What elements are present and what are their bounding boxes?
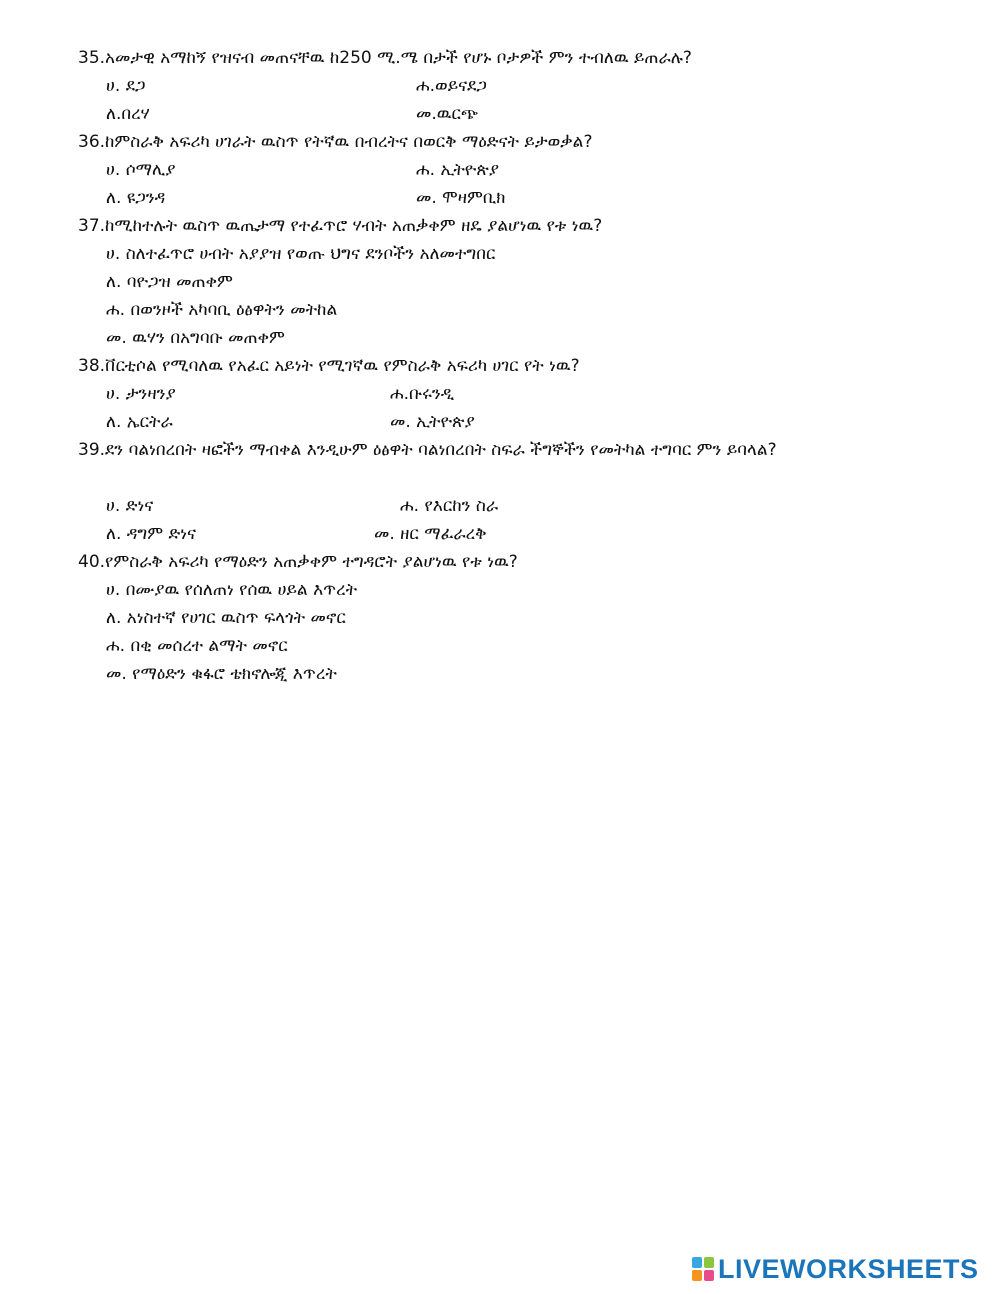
question-35: 35.አመታዊ አማከኝ የዝናብ መጠናቸዉ ከ250 ሚ.ሜ በታች የሆኑ ቦታዎች ምን ተብለዉ ይጠራሉ? <box>78 48 692 68</box>
option-35-a[interactable]: ሀ. ደጋ <box>106 76 146 96</box>
option-35-c[interactable]: ሐ.ወይናደጋ <box>416 76 487 96</box>
option-39-b[interactable]: ለ. ዳግም ድነና <box>106 524 197 544</box>
option-40-d[interactable]: መ. የማዕድን ቁፋሮ ቴክኖሎጂ እጥረት <box>106 664 337 684</box>
option-36-a[interactable]: ሀ. ሶማሊያ <box>106 160 176 180</box>
option-37-c[interactable]: ሐ. በወንዞች አካባቢ ዕፅዋትን መትከል <box>106 300 338 320</box>
option-39-d[interactable]: መ. ዘር ማፈራረቅ <box>374 524 487 544</box>
option-36-d[interactable]: መ. ሞዛምቢክ <box>416 188 506 208</box>
option-39-c[interactable]: ሐ. የእርከን ስራ <box>400 496 499 516</box>
liveworksheets-logo-icon <box>692 1257 714 1281</box>
question-38: 38.ቨርቲሶል የሚባለዉ የአፈር አይነት የሚገኛዉ የምስራቅ አፍሪካ ሀገር የት ነዉ? <box>78 356 580 376</box>
option-38-c[interactable]: ሐ.ቡሩንዲ <box>390 384 455 404</box>
question-37: 37.ከሚከተሉት ዉስጥ ዉጤታማ የተፈጥሮ ሃብት አጠቃቀም ዘዴ ያልሆነዉ የቱ ነዉ? <box>78 216 603 236</box>
question-36: 36.ከምስራቅ አፍሪካ ሀገራት ዉስጥ የትኛዉ በብረትና በወርቅ ማዕድናት ይታወቃል? <box>78 132 593 152</box>
option-38-d[interactable]: መ. ኢትዮጵያ <box>390 412 475 432</box>
liveworksheets-logo <box>692 1254 979 1284</box>
option-38-a[interactable]: ሀ. ታንዛንያ <box>106 384 176 404</box>
option-35-b[interactable]: ለ.በረሃ <box>106 104 150 124</box>
option-37-b[interactable]: ለ. ባዮጋዝ መጠቀም <box>106 272 233 292</box>
option-40-b[interactable]: ለ. አነስተኛ የሀገር ዉስጥ ፍላጎት መኖር <box>106 608 346 628</box>
option-35-d[interactable]: መ.ዉርጭ <box>416 104 479 124</box>
option-36-b[interactable]: ለ. ዩጋንዳ <box>106 188 166 208</box>
option-37-d[interactable]: መ. ዉሃን በአግባቡ መጠቀም <box>106 328 285 348</box>
question-39: 39.ደን ባልነበረበት ዛፎችን ማብቀል እንዲሁም ዕፅዋት ባልነበረበት ስፍራ ችግኞችን የመትካል ተግባር ምን ይባላል? <box>78 440 777 460</box>
question-40: 40.የምስራቅ አፍሪካ የማዕድን አጠቃቀም ተግዳሮት ያልሆነዉ የቱ ነዉ? <box>78 552 518 572</box>
option-38-b[interactable]: ለ. ኤርትራ <box>106 412 173 432</box>
option-37-a[interactable]: ሀ. ስለተፈጥሮ ሀብት አያያዝ የወጡ ህግና ደንቦችን አለመተግበር <box>106 244 496 264</box>
option-40-c[interactable]: ሐ. በቂ መሰረተ ልማት መኖር <box>106 636 288 656</box>
option-36-c[interactable]: ሐ. ኢትዮጵያ <box>416 160 500 180</box>
liveworksheets-logo-text: LIVEWORKSHEETS <box>718 1253 979 1284</box>
option-40-a[interactable]: ሀ. በሙያዉ የሰለጠነ የሰዉ ሀይል እጥረት <box>106 580 358 600</box>
option-39-a[interactable]: ሀ. ድነና <box>106 496 154 516</box>
